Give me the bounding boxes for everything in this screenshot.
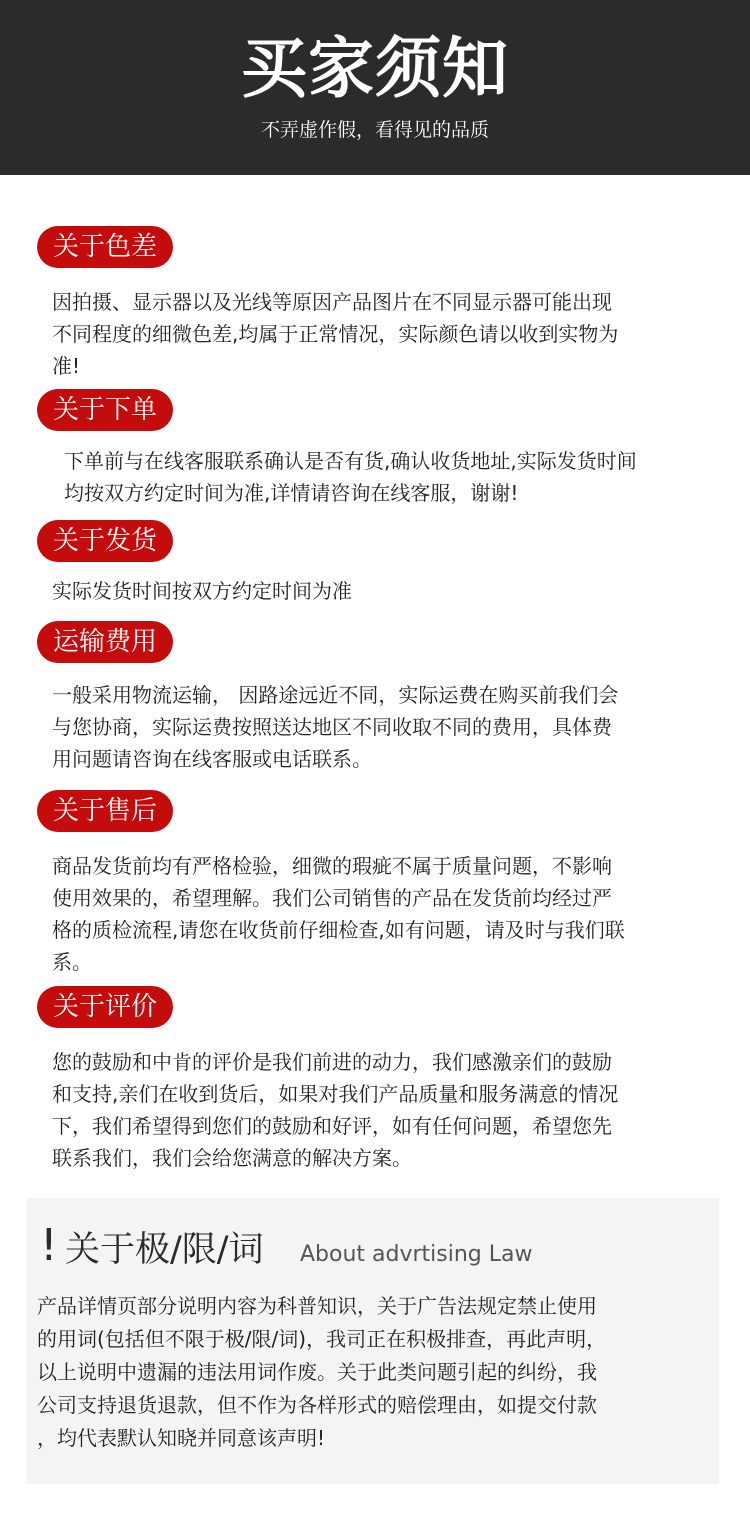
section-text-color-difference: 因拍摄、显示器以及光线等原因产品图片在不同显示器可能出现 不同程度的细微色差,均属于正常情况，实际颜色请以收到实物为 准! xyxy=(52,290,619,378)
section-text-ordering: 下单前与在线客服联系确认是否有货,确认收货地址,实际发货时间 均按双方约定时间为准,详情请咨询在线客服，谢谢! xyxy=(64,449,637,505)
advertising-law-notice xyxy=(27,1198,719,1484)
notice-title: 关于极/限/词 xyxy=(65,1230,264,1270)
section-label-freight: 运输费用 xyxy=(37,621,173,663)
page-header xyxy=(0,0,750,175)
section-label-reviews: 关于评价 xyxy=(37,986,173,1028)
page-subtitle: 不弄虚作假，看得见的品质 xyxy=(260,119,489,141)
exclamation-icon: ! xyxy=(40,1220,58,1271)
section-label-ordering: 关于下单 xyxy=(37,389,173,431)
section-text-freight: 一般采用物流运输， 因路途远近不同，实际运费在购买前我们会 与您协商，实际运费按照送达地区不同收取不同的费用，具体费 用问题请咨询在线客服或电话联系。 xyxy=(52,683,619,771)
section-text-shipping: 实际发货时间按双方约定时间为准 xyxy=(52,579,352,603)
page-title: 买家须知 xyxy=(241,30,509,107)
section-text-reviews: 您的鼓励和中肯的评价是我们前进的动力，我们感激亲们的鼓励 和支持,亲们在收到货后，如果对我们产品质量和服务满意的情况 下，我们希望得到您们的鼓励和好评，如有任何问题，希望您先 联系我们，我们会给您满意的解决方案。 xyxy=(52,1050,619,1170)
notice-subtitle: About advrtising Law xyxy=(300,1242,533,1267)
section-label-color-difference: 关于色差 xyxy=(37,226,173,268)
notice-text: 产品详情页部分说明内容为科普知识，关于广告法规定禁止使用 的用词(包括但不限于极/限/词)，我司正在积极排查，再此声明， 以上说明中遗漏的违法用词作废。关于此类问题引起的纠纷，我 公司支持退货退款，但不作为各样形式的赔偿理由，如提交付款 ，均代表默认知晓并同意该声明! xyxy=(37,1294,607,1450)
section-text-after-sales: 商品发货前均有严格检验，细微的瑕疵不属于质量问题，不影响 使用效果的，希望理解。我们公司销售的产品在发货前均经过严 格的质检流程,请您在收货前仔细检查,如有问题，请及时与我们联 系。 xyxy=(52,854,625,974)
section-label-after-sales: 关于售后 xyxy=(37,790,173,832)
section-label-shipping: 关于发货 xyxy=(37,520,173,562)
